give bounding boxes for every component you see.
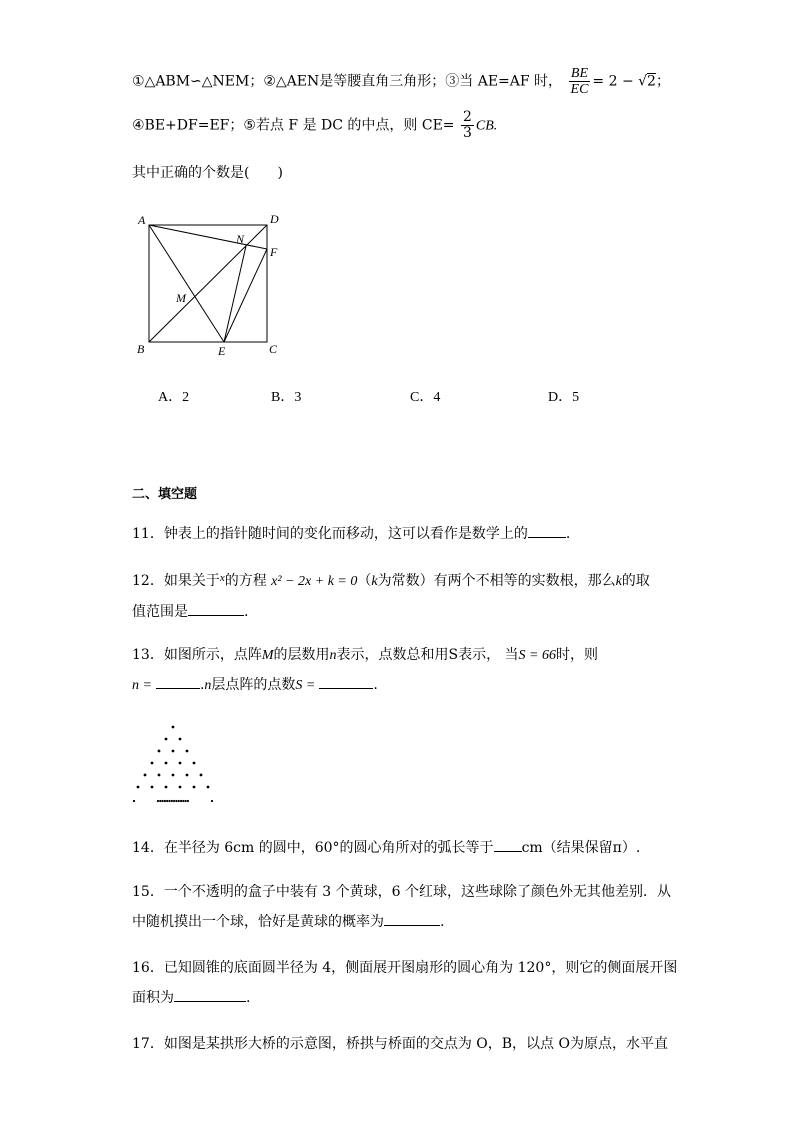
lattice-dot: [179, 786, 182, 789]
lattice-dot: [165, 786, 168, 789]
q11-text: 11．钟表上的指针随时间的变化而移动，这可以看作是数学上的: [132, 526, 528, 542]
lattice-dot: [137, 786, 140, 789]
option-d: D．5: [548, 390, 580, 405]
lattice-dot: [211, 800, 213, 802]
q12-line1: [132, 567, 650, 593]
q14-blank: [494, 837, 522, 852]
lattice-dot: [171, 800, 173, 802]
lattice-dot: [162, 800, 164, 802]
q13-line1: [132, 644, 598, 667]
lattice-dot: [179, 738, 182, 741]
lattice-dot: [186, 774, 189, 777]
q13-dot: .: [199, 677, 205, 693]
diagonal-bd: [149, 225, 267, 342]
q10-statement-3-end: ；: [655, 73, 670, 90]
q14-end: cm（结果保留π）.: [521, 840, 641, 856]
lattice-dot: [157, 800, 159, 802]
lattice-dot: [179, 762, 182, 765]
lattice-dot: [185, 800, 187, 802]
fraction-denominator: 3: [462, 125, 472, 141]
q13-s-equals: S =: [295, 678, 316, 693]
q16-blank: [174, 987, 246, 1002]
lattice-dot: [165, 762, 168, 765]
q10-statement-3: ③当 AE=AF 时，: [445, 73, 563, 90]
lattice-dot: [207, 786, 210, 789]
dot-lattice-figure: [132, 718, 222, 808]
q12-text-c: （: [357, 573, 372, 589]
lattice-dot: [182, 800, 184, 802]
q16-text-line2: 面积为: [132, 990, 174, 1006]
q12-text-e: 的取: [621, 573, 650, 589]
lattice-dot: [186, 750, 189, 753]
q12-line2: [132, 601, 248, 623]
q12-text-a: 12．如果关于: [132, 573, 220, 589]
square-figure: [132, 210, 292, 360]
q16-end: .: [246, 990, 251, 1006]
lattice-dot: [193, 762, 196, 765]
fraction-numerator: BE: [569, 66, 591, 82]
q15-end: .: [440, 914, 445, 930]
var-k: k: [371, 574, 378, 589]
q16-line2: [132, 987, 250, 1009]
condition: S = 66: [518, 648, 556, 663]
label-c: C: [269, 342, 278, 356]
label-b: B: [137, 342, 145, 356]
fraction-denominator: EC: [570, 82, 589, 97]
q10-statement-5: ⑤若点 F 是 DC 的中点，则 CE=: [243, 117, 455, 134]
q13-text-d: 时，则: [556, 647, 598, 663]
q13-n-equals: n =: [132, 678, 152, 693]
segment-ae: [149, 225, 224, 342]
lattice-dot: [172, 726, 175, 729]
q12-end: .: [244, 604, 249, 620]
q15-line1: 15．一个不透明的盒子中装有 3 个黄球，6 个红球，这些球除了颜色外无其他差别．从: [132, 884, 671, 900]
q14-text: 14．在半径为 6cm 的圆中，60°的圆心角所对的弧长等于: [132, 840, 494, 856]
lattice-dot: [172, 774, 175, 777]
lattice-dot: [165, 738, 168, 741]
label-a: A: [138, 213, 146, 227]
var-n-2: n: [204, 678, 212, 693]
lattice-dot: [168, 800, 170, 802]
label-m: M: [176, 291, 186, 305]
q15-line2: [132, 911, 444, 933]
q16-line1: 16．已知圆锥的底面圆半径为 4，侧面展开图扇形的圆心角为 120°，则它的侧面展开图: [132, 960, 678, 976]
q10-statement-4: ④BE+DF=EF；: [132, 117, 244, 134]
lattice-dot: [159, 800, 161, 802]
q13-text-b: 的层数用: [273, 647, 330, 663]
lattice-dot: [180, 800, 182, 802]
lattice-dot: [158, 750, 161, 753]
lattice-dot: [166, 800, 168, 802]
lattice-dot: [173, 800, 175, 802]
lattice-dot: [187, 800, 189, 802]
q10-statement-line1: [132, 66, 670, 97]
lattice-dot: [164, 800, 166, 802]
segment-af: [149, 225, 267, 249]
q10-statement-3-value: = 2 − √: [592, 73, 648, 90]
q10-statement-line2: [132, 110, 497, 142]
q10-statement-1: ①△ABM∽△NEM；: [132, 73, 264, 90]
q13-end: .: [373, 677, 378, 693]
segment-en: [224, 246, 246, 342]
label-n: N: [236, 232, 245, 246]
q11-end: .: [565, 526, 571, 542]
q13-text-a: 13．如图所示，点阵: [132, 647, 262, 663]
q11: [132, 523, 570, 545]
label-e: E: [218, 344, 226, 358]
lattice-dot: [200, 774, 203, 777]
label-f: F: [270, 245, 278, 259]
fraction-two-thirds: [461, 110, 474, 141]
option-b: B．3: [271, 390, 302, 405]
q12-blank: [188, 601, 244, 616]
var-k-2: k: [615, 574, 622, 589]
q15-text-line2: 中随机摸出一个球，恰好是黄球的概率为: [132, 914, 384, 930]
q14: [132, 837, 640, 859]
var-m: M: [261, 648, 274, 663]
q11-blank: [528, 523, 566, 538]
q13-blank-2: [319, 674, 373, 689]
q10-prompt: 其中正确的个数是( ): [132, 165, 283, 181]
segment-ef: [224, 249, 267, 342]
lattice-dot: [144, 774, 147, 777]
var-n: n: [329, 648, 337, 663]
q15-blank: [384, 911, 440, 926]
q12-text-b: 的方程: [224, 573, 267, 589]
lattice-dot: [151, 786, 154, 789]
sqrt-radicand: 2: [647, 73, 656, 90]
var-x: x: [219, 572, 225, 584]
section-title: 二、填空题: [132, 487, 198, 502]
q17-line1: 17．如图是某拱形大桥的示意图，桥拱与桥面的交点为 O，B，以点 O为原点，水平直: [132, 1036, 668, 1052]
lattice-dot: [151, 762, 154, 765]
lattice-dot: [178, 800, 180, 802]
q13-line2: [132, 674, 378, 697]
option-a: A．2: [158, 390, 190, 405]
q12-text-line2: 值范围是: [132, 604, 188, 620]
label-d: D: [270, 212, 279, 226]
q12-text-d: 为常数）有两个不相等的实数根，那么: [377, 573, 616, 589]
lattice-dot: [133, 800, 135, 802]
q13-text-line2: 层点阵的点数: [211, 677, 296, 693]
lattice-dot: [158, 774, 161, 777]
lattice-dot: [175, 800, 177, 802]
q13-text-c: 表示，点数总和用S表示， 当: [336, 647, 519, 663]
q13-blank-1: [156, 674, 200, 689]
option-c: C．4: [410, 390, 441, 405]
q10-statement-5-end: CB.: [475, 118, 498, 134]
lattice-dot: [193, 786, 196, 789]
lattice-dot: [172, 750, 175, 753]
fraction-be-ec: [569, 66, 591, 97]
equation: x² − 2x + k = 0: [271, 574, 358, 589]
q10-statement-2: ②△AEN是等腰直角三角形；: [263, 73, 446, 90]
fraction-numerator: 2: [462, 109, 472, 125]
